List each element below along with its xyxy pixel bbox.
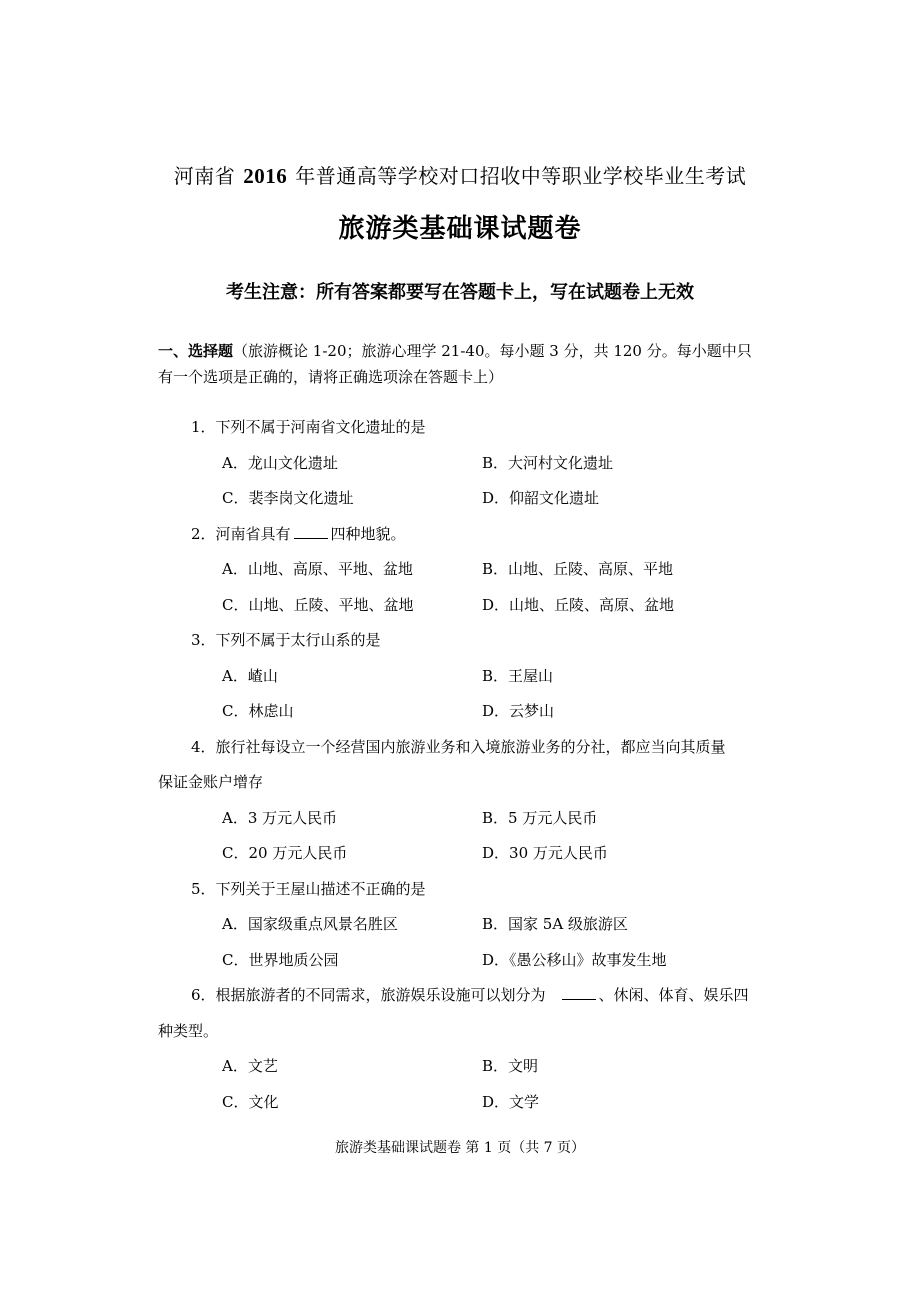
question-3-option-c: C．林虑山: [222, 702, 294, 720]
header-prefix: 河南省: [173, 164, 236, 188]
question-5-option-d: D．《愚公移山》故事发生地: [482, 951, 667, 969]
question-6-stem-continued: 种类型。: [158, 1022, 219, 1040]
question-4-option-b: B．5 万元人民币: [482, 809, 598, 827]
question-1-option-a: A．龙山文化遗址: [222, 454, 338, 472]
answer-blank: [294, 526, 328, 539]
page-footer: 旅游类基础课试题卷 第 1 页（共 7 页）: [334, 1140, 586, 1156]
question-2-option-b: B．山地、丘陵、高原、平地: [482, 560, 674, 578]
header-year: 2016: [243, 164, 288, 188]
question-1-option-c: C．裴李岗文化遗址: [222, 489, 354, 507]
question-2-option-a: A．山地、高原、平地、盆地: [222, 560, 413, 578]
question-6-option-b: B．文明: [482, 1057, 539, 1075]
question-2-option-c: C．山地、丘陵、平地、盆地: [222, 596, 414, 614]
exam-title: 旅游类基础课试题卷: [338, 214, 582, 244]
question-6-option-d: D．文学: [482, 1093, 540, 1111]
question-3-stem: 3．下列不属于太行山系的是: [191, 631, 381, 649]
question-1-option-d: D．仰韶文化遗址: [482, 489, 600, 507]
question-6-stem-after: 、休闲、体育、娱乐四: [598, 986, 749, 1004]
answer-blank: [562, 987, 596, 1000]
section-desc-line2: 有一个选项是正确的，请将正确选项涂在答题卡上）: [158, 368, 504, 386]
section-label: 一、选择题: [158, 342, 234, 360]
question-3-option-a: A．嵖山: [222, 667, 278, 685]
question-2-option-d: D．山地、丘陵、高原、盆地: [482, 596, 675, 614]
question-6-stem: [191, 984, 749, 1005]
question-6-stem-before: 6．根据旅游者的不同需求，旅游娱乐设施可以划分为: [191, 986, 546, 1004]
question-4-stem-continued: 保证金账户增存: [158, 773, 264, 791]
question-6-option-a: A．文艺: [222, 1057, 278, 1075]
section-desc-line1: （旅游概论 1-20；旅游心理学 21-40。每小题 3 分，共 120 分。每小题中只: [233, 342, 752, 360]
question-2-stem-after: 四种地貌。: [330, 525, 406, 543]
exam-notice: 考生注意：所有答案都要写在答题卡上，写在试题卷上无效: [226, 282, 694, 303]
question-4-option-c: C．20 万元人民币: [222, 844, 348, 862]
question-5-option-c: C．世界地质公园: [222, 951, 339, 969]
question-2-stem: [191, 523, 406, 544]
question-4-option-a: A．3 万元人民币: [222, 809, 338, 827]
question-5-option-a: A．国家级重点风景名胜区: [222, 915, 398, 933]
question-3-option-d: D．云梦山: [482, 702, 555, 720]
question-4-stem: 4．旅行社每设立一个经营国内旅游业务和入境旅游业务的分社，都应当向其质量: [191, 738, 726, 756]
question-3-option-b: B．王屋山: [482, 667, 554, 685]
exam-header: [0, 160, 920, 189]
section-intro: [158, 338, 770, 390]
question-1-stem: 1．下列不属于河南省文化遗址的是: [191, 418, 426, 436]
question-5-option-b: B．国家 5A 级旅游区: [482, 915, 628, 933]
header-suffix: 年普通高等学校对口招收中等职业学校毕业生考试: [295, 164, 747, 188]
question-4-option-d: D．30 万元人民币: [482, 844, 608, 862]
question-6-option-c: C．文化: [222, 1093, 279, 1111]
question-5-stem: 5．下列关于王屋山描述不正确的是: [191, 880, 426, 898]
question-1-option-b: B．大河村文化遗址: [482, 454, 614, 472]
question-2-stem-before: 2．河南省具有: [191, 525, 291, 543]
